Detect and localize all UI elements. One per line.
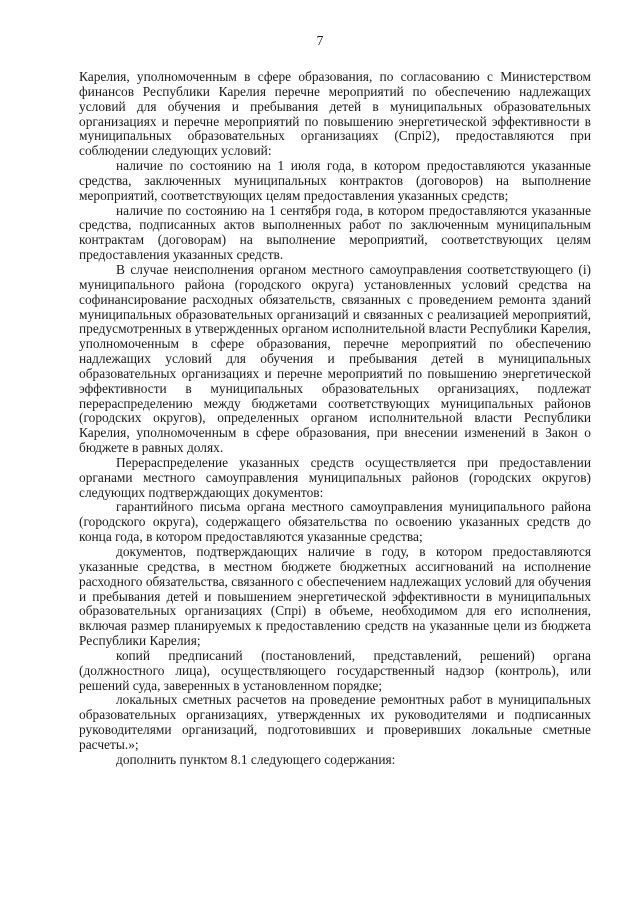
paragraph-continuation: Карелия, уполномоченным в сфере образования, по согласованию с Министерством финансов Республики Карелия перечне мероприятий по обеспечению надлежащих условий для обучения и пребывания детей в муниципальных образовательных организациях и перечне мероприятий по повышению энергетической эффективности в муниципальных образовательных организациях (Спрi2), предоставляются при соблюдении следующих условий: [79, 69, 591, 159]
paragraph-condition-september: наличие по состоянию на 1 сентября года, в котором предоставляются указанные средства, подписанных актов выполненных работ по заключенным муниципальным контрактам (договорам) на выполнение мероприятий, соответствующих целям предоставления указанных средств. [79, 202, 591, 263]
paragraph-orders-copies: копий предписаний (постановлений, представлений, решений) органа (должностного лица), осуществляющего государственный надзор (контроль), или решений суда, заверенных в установленном порядке; [79, 647, 591, 693]
document-body [79, 70, 591, 768]
paragraph-estimates: локальных сметных расчетов на проведение ремонтных работ в муниципальных образовательных организациях, утвержденных их руководителями и подписанных руководителями организаций, подготовивших и проверивших локальные сметные расчеты.»; [79, 692, 591, 752]
paragraph-non-fulfillment: В случае неисполнения органом местного самоуправления соответствующего (i) муниципального района (городского округа) установленных условий средства на софинансирование расходных обязательств, связанных с проведением ремонта зданий муниципальных образовательных организаций и связанных с реализацией мероприятий, предусмотренных в утвержденных органом исполнительной власти Республики Карелия, уполномоченным в сфере образования, перечне мероприятий по обеспечению надлежащих условий для обучения и пребывания детей в муниципальных образовательных организациях и перечне мероприятий по повышению энергетической эффективности в муниципальных образовательных организациях, подлежат перераспределению между бюджетами соответствующих муниципальных районов (городских округов), определенных органом исполнительной власти Республики Карелия, уполномоченным в сфере образования, при внесении изменений в Закон о бюджете в равных долях. [79, 261, 591, 456]
paragraph-add-clause: дополнить пунктом 8.1 следующего содержания: [116, 751, 396, 767]
page-number: 7 [316, 33, 324, 48]
paragraph-budget-documents: документов, подтверждающих наличие в году, в котором предоставляются указанные средства, в местном бюджете бюджетных ассигнований на исполнение расходного обязательства, связанного с обеспечением надлежащих условий для обучения и пребывания детей и повышением энергетической эффективности в муниципальных образовательных организациях (Спрi) в объеме, необходимом для его исполнения, включая размер планируемых к предоставлению средств на указанные цели из бюджета Республики Карелия; [79, 544, 591, 649]
paragraph-condition-july: наличие по состоянию на 1 июля года, в котором предоставляются указанные средства, заключенных муниципальных контрактов (договоров) на выполнение мероприятий, соответствующих целям предоставления указанных средств; [79, 158, 591, 203]
paragraph-redistribution: Перераспределение указанных средств осуществляется при предоставлении органами местного самоуправления муниципальных районов (городских округов) следующих подтверждающих документов: [79, 454, 591, 500]
paragraph-guarantee-letter: гарантийного письма органа местного самоуправления муниципального района (городского округа), содержащего обязательства по освоению указанных средств до конца года, в котором предоставляются указанные средства; [79, 499, 591, 545]
